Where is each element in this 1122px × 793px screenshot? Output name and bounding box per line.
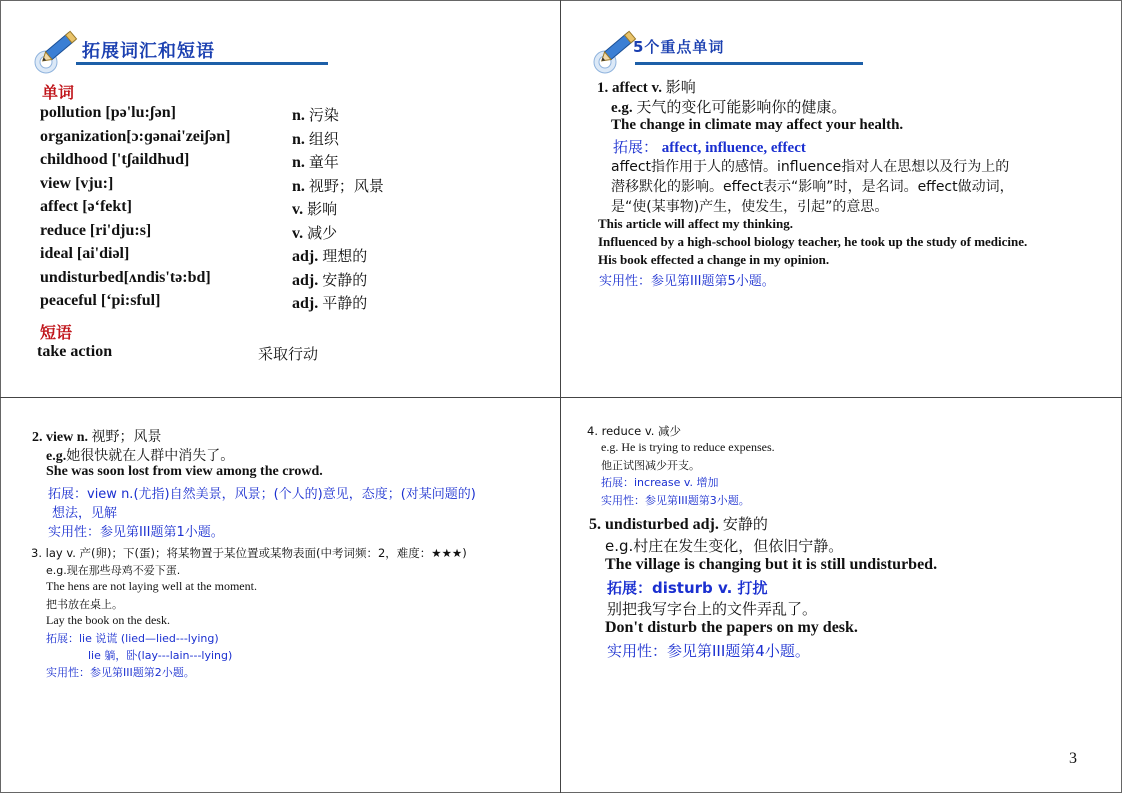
chinese-meaning: 组织 [308, 129, 339, 148]
extension-line: 拓展：lie 说谎 (lied—lied---lying) [46, 632, 219, 645]
part-of-speech: n. [292, 130, 305, 148]
vocab-meaning [292, 198, 337, 219]
practical-reference: 实用性：参见第III题第2小题。 [46, 666, 195, 679]
chinese-meaning: 视野；风景 [308, 176, 384, 195]
entry-word: 2. view n. [32, 430, 88, 445]
slide-affect [561, 0, 1122, 397]
entry-meaning: 视野；风景 [91, 429, 162, 445]
vocab-meaning [292, 151, 339, 172]
eg-label: e.g. [46, 449, 67, 464]
vocab-meaning [292, 175, 384, 196]
vocab-word: view [vju:] [40, 174, 114, 192]
part-of-speech: adj. [292, 271, 319, 289]
extension-line: lie 躺，卧(lay---lain---lying) [88, 649, 233, 662]
slide-header [591, 26, 901, 76]
chinese-meaning: 平静的 [322, 294, 368, 312]
example-english: She was soon lost from view among the crowd. [46, 464, 323, 479]
vocab-meaning [292, 269, 367, 290]
example-sentence: This article will affect my thinking. [598, 216, 793, 231]
extension-label: 拓展： [613, 138, 659, 156]
slide-title: 拓展词汇和短语 [82, 41, 215, 62]
vocab-word: undisturbed[ʌndis'tə:bd] [40, 268, 211, 286]
eg-label: e.g. [611, 100, 633, 116]
chinese-meaning: 影响 [307, 200, 338, 218]
part-of-speech: n. [292, 177, 305, 195]
example-english: e.g. He is trying to reduce expenses. [601, 440, 775, 454]
vocab-word: reduce [ri'dju:s] [40, 221, 152, 239]
entry-heading [32, 426, 162, 446]
entry-meaning: 影响 [665, 78, 696, 96]
example-english: The village is changing but it is still undisturbed. [605, 556, 938, 573]
page-number: 3 [1069, 750, 1077, 767]
slide-title: 5个重点单词 [633, 38, 725, 56]
slide-view-lay [0, 398, 560, 793]
entry-meaning: 安静的 [722, 515, 768, 533]
title-underline-dash [827, 62, 847, 65]
entry-heading [597, 76, 696, 97]
entry-word: 1. affect v. [597, 80, 662, 96]
chinese-meaning: 理想的 [322, 247, 368, 265]
extension-line: 拓展：disturb v. 打扰 [607, 579, 768, 597]
extension-line [613, 136, 806, 157]
vocab-word: organization[ɔ:ɡənai'zeiʃən] [40, 127, 231, 145]
example-chinese: 把书放在桌上。 [46, 598, 123, 611]
example-line [611, 96, 846, 117]
part-of-speech: v. [292, 224, 304, 242]
title-underline-dash [851, 62, 863, 65]
chinese-meaning: 减少 [307, 223, 338, 242]
chinese-meaning: 安静的 [322, 270, 368, 289]
example-chinese: 别把我写字台上的文件弄乱了。 [607, 600, 818, 618]
chinese-meaning: 童年 [308, 153, 339, 171]
entry-heading: 4. reduce v. 减少 [587, 424, 682, 438]
example-english: Don't disturb the papers on my desk. [605, 619, 858, 636]
title-underline [76, 62, 320, 65]
part-of-speech: n. [292, 154, 305, 171]
entry-heading: 3. lay v. 产(卵)；下(蛋)；将某物置于某位置或某物表面(中考词频：2，难度：★★★) [31, 546, 467, 560]
chinese-meaning: 污染 [308, 106, 339, 124]
example-sentence: Influenced by a high-school biology teacher, he took up the study of medicine. [598, 234, 1028, 249]
example-line [46, 445, 234, 465]
slide-vocabulary-phrases [0, 0, 560, 397]
slide-header [32, 26, 342, 76]
words-heading: 单词 [42, 83, 75, 102]
vocab-meaning [292, 104, 339, 125]
phrases-heading: 短语 [40, 323, 73, 342]
part-of-speech: v. [292, 201, 304, 218]
example-chinese: e.g.现在那些母鸡不爱下蛋. [46, 564, 181, 577]
example-english: Lay the book on the desk. [46, 613, 170, 627]
part-of-speech: adj. [292, 295, 319, 312]
title-underline-dash [292, 62, 312, 65]
title-underline [635, 62, 855, 65]
extension-words: affect, influence, effect [661, 140, 806, 156]
explanation-line: affect指作用于人的感情。influence指对人在思想以及行为上的 [611, 159, 1010, 175]
extension-line: 拓展：view n.(尤指)自然美景，风景；(个人的)意见，态度；(对某问题的) [48, 487, 476, 502]
vocab-meaning [292, 292, 367, 313]
example-english: The change in climate may affect your health. [611, 117, 904, 133]
slide-reduce-undisturbed [561, 398, 1122, 793]
vocab-meaning [292, 222, 337, 243]
example-chinese: 天气的变化可能影响你的健康。 [636, 98, 847, 116]
practical-reference: 实用性：参见第III题第1小题。 [48, 525, 224, 540]
example-english: The hens are not laying well at the moment. [46, 579, 257, 593]
extension-line: 想法，见解 [52, 506, 118, 521]
part-of-speech: adj. [292, 248, 319, 265]
example-chinese: 她很快就在人群中消失了。 [66, 448, 235, 464]
vocab-word: childhood ['tʃaildhud] [40, 151, 190, 168]
vocab-meaning [292, 128, 339, 149]
phrase-text: take action [37, 343, 113, 360]
part-of-speech: n. [292, 107, 305, 124]
practical-reference: 实用性：参见第III题第3小题。 [601, 494, 750, 507]
vocab-word: pollution [pə'lu:ʃən] [40, 104, 176, 121]
practical-reference: 实用性：参见第III题第5小题。 [599, 274, 775, 289]
title-underline-dash [316, 62, 328, 65]
example-chinese: e.g.村庄在发生变化，但依旧宁静。 [605, 537, 844, 555]
vocab-word: peaceful [‘pi:sful] [40, 292, 161, 309]
example-sentence: His book effected a change in my opinion. [598, 252, 830, 267]
explanation-line: 是“使(某事物)产生，使发生，引起”的意思。 [611, 199, 889, 215]
entry-heading [589, 513, 768, 534]
vocab-word: affect [ə‘fekt] [40, 198, 132, 215]
vocab-word: ideal [ai'diəl] [40, 245, 130, 262]
extension-line: 拓展：increase v. 增加 [601, 476, 719, 489]
explanation-line: 潜移默化的影响。effect表示“影响”时，是名词。effect做动词， [611, 179, 1014, 195]
entry-word: 5. undisturbed adj. [589, 516, 719, 533]
phrase-meaning: 采取行动 [258, 345, 319, 363]
vocab-meaning [292, 245, 367, 266]
example-chinese: 他正试图减少开支。 [601, 459, 700, 472]
practical-reference: 实用性：参见第III题第4小题。 [607, 642, 810, 660]
